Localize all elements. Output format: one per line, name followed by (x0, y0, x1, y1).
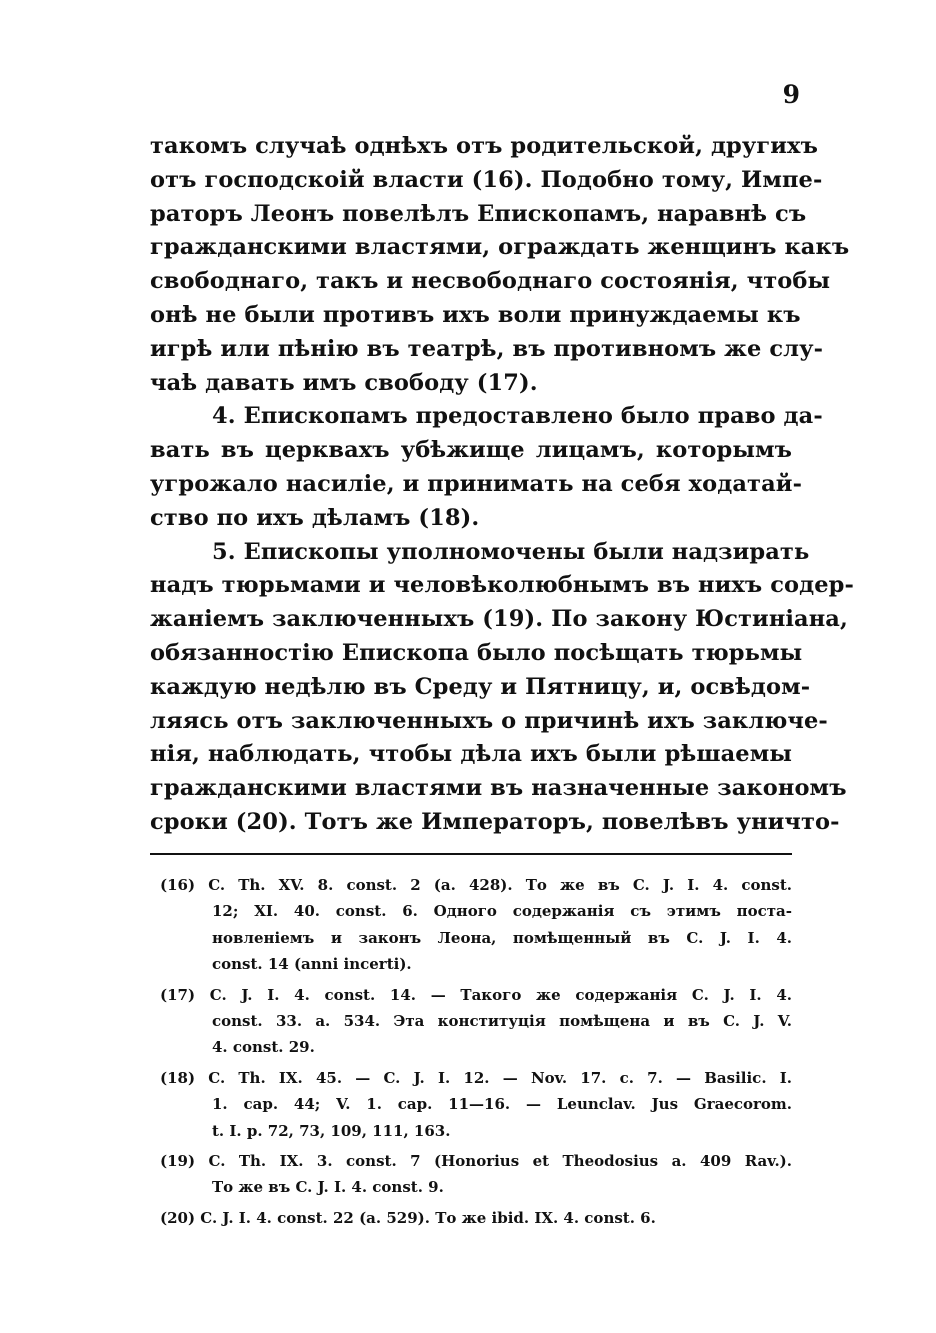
footnote-line: (18) C. Th. IX. 45. — C. J. I. 12. — Nov. 17. c. 7. — Basilic. I. (160, 1068, 792, 1087)
footnote-20 (160, 1205, 792, 1231)
paragraph-5-start: 5. Епископы уполномочены были надзирать (212, 538, 810, 565)
footnote-line: t. I. p. 72, 73, 109, 111, 163. (212, 1121, 451, 1140)
body-line: чаѣ давать имъ свободу (17). (150, 369, 538, 396)
footnote-16 (160, 872, 792, 978)
footnote-line: const. 33. a. 534. Эта конституція помѣщена и въ C. J. V. (212, 1011, 792, 1030)
body-line: гражданскими властями въ назначенные закономъ (150, 775, 847, 802)
footnote-line: (19) C. Th. IX. 3. const. 7 (Honorius et Theodosius a. 409 Rav.). (160, 1151, 792, 1170)
footnote-line: 4. const. 29. (212, 1038, 315, 1057)
body-line: угрожало насиліе, и принимать на себя ходатай- (150, 470, 803, 497)
footnote-line: (20) C. J. I. 4. const. 22 (a. 529). То же ibid. IX. 4. const. 6. (160, 1208, 656, 1227)
body-line: надъ тюрьмами и человѣколюбнымъ въ нихъ содер- (150, 572, 854, 599)
footnote-line: новленіемъ и законъ Леона, помѣщенный въ C. J. I. 4. (212, 928, 792, 947)
body-line: ляясь отъ заключенныхъ о причинѣ ихъ заключе- (150, 707, 828, 734)
body-text (150, 130, 854, 840)
footnote-divider (150, 853, 792, 855)
body-line: каждую недѣлю въ Среду и Пятницу, и, освѣдом- (150, 673, 811, 700)
body-line: свободнаго, такъ и несвободнаго состоянія, чтобы (150, 268, 831, 295)
body-line: онѣ не были противъ ихъ воли принуждаемы къ (150, 301, 801, 328)
body-line: гражданскими властями, ограждать женщинъ какъ (150, 234, 850, 261)
footnote-18 (160, 1065, 792, 1144)
body-line: вать въ церквахъ убѣжище лицамъ, которымъ (150, 437, 792, 464)
paragraph-4-start: 4. Епископамъ предоставлено было право да- (212, 403, 823, 430)
body-line: раторъ Леонъ повелѣлъ Епископамъ, наравнѣ съ (150, 200, 807, 227)
body-line: игрѣ или пѣнію въ театрѣ, въ противномъ же слу- (150, 335, 824, 362)
page-number: 9 (782, 80, 800, 109)
body-line: нія, наблюдать, чтобы дѣла ихъ были рѣшаемы (150, 741, 792, 768)
footnote-line: То же въ C. J. I. 4. const. 9. (212, 1178, 444, 1197)
footnote-line: const. 14 (anni incerti). (212, 955, 412, 974)
footnote-line: 12; XI. 40. const. 6. Одного содержанія съ этимъ поста- (212, 902, 792, 921)
footnote-19 (160, 1148, 792, 1201)
footnotes (160, 872, 792, 1235)
footnote-17 (160, 982, 792, 1061)
body-line: отъ господскоій власти (16). Подобно тому, Импе- (150, 166, 823, 193)
body-line: такомъ случаѣ однѣхъ отъ родительской, другихъ (150, 133, 818, 159)
body-line: жаніемъ заключенныхъ (19). По закону Юстиніана, (150, 606, 848, 633)
body-line: сроки (20). Тотъ же Императоръ, повелѣвъ уничто- (150, 808, 840, 835)
body-line: обязанностію Епископа было посѣщать тюрьмы (150, 639, 803, 666)
footnote-line: (16) C. Th. XV. 8. const. 2 (a. 428). То же въ C. J. I. 4. const. (160, 876, 792, 894)
body-line: ство по ихъ дѣламъ (18). (150, 504, 480, 531)
footnote-line: 1. cap. 44; V. 1. cap. 11—16. — Leunclav. Jus Graecorom. (212, 1095, 792, 1114)
footnote-line: (17) C. J. I. 4. const. 14. — Такого же содержанія C. J. I. 4. (160, 985, 792, 1004)
